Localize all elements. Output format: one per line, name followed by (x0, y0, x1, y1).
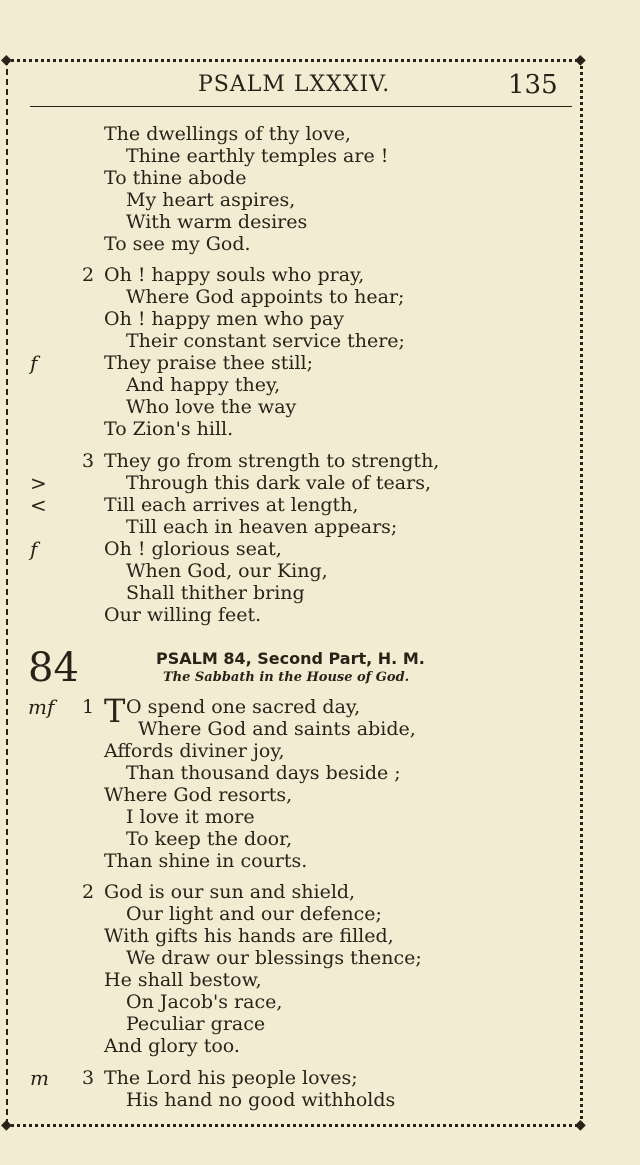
header-rule (30, 106, 572, 107)
verse-line: The Lord his people loves; (104, 1067, 358, 1089)
verse-line: Where God resorts, (104, 784, 293, 806)
verse-line: With gifts his hands are filled, (104, 925, 394, 947)
verse-line: Our willing feet. (104, 604, 262, 626)
verse-line: Who love the way (126, 396, 297, 418)
verse-line: Till each arrives at length, (104, 494, 359, 516)
stanza-number: 2 (82, 264, 95, 286)
verse-line: He shall bestow, (104, 969, 262, 991)
verse-line: On Jacob's race, (126, 991, 283, 1013)
border-left (6, 59, 8, 1125)
verse-line: Than shine in courts. (104, 850, 308, 872)
verse-line: To thine abode (104, 167, 247, 189)
corner-ornament-icon: ◆ (575, 52, 586, 68)
verse-line: To keep the door, (126, 828, 293, 850)
verse-line: God is our sun and shield, (104, 881, 356, 903)
verse-line: Shall thither bring (126, 582, 305, 604)
stanza-number: 1 (82, 696, 95, 718)
verse-line: Our light and our defence; (126, 903, 382, 925)
verse-line: Oh ! happy souls who pray, (104, 264, 365, 286)
border-bottom (6, 1124, 584, 1127)
verse-line: Through this dark vale of tears, (126, 472, 431, 494)
verse-line: His hand no good withholds (126, 1089, 396, 1111)
verse-line: We draw our blessings thence; (126, 947, 422, 969)
verse-line: Where God and saints abide, (138, 718, 416, 740)
hymn-heading: PSALM 84, Second Part, H. M. (156, 649, 425, 668)
border-top (6, 59, 584, 62)
dynamic-mark: < (30, 493, 47, 517)
verse-line: I love it more (126, 806, 255, 828)
verse-line: To see my God. (104, 233, 251, 255)
verse-line: To Zion's hill. (104, 418, 234, 440)
corner-ornament-icon: ◆ (1, 52, 12, 68)
verse-line: O spend one sacred day, (126, 696, 361, 718)
verse-line: With warm desires (126, 211, 308, 233)
verse-line: Their constant service there; (126, 330, 405, 352)
dynamic-mark: mf (28, 695, 55, 719)
verse-line: Where God appoints to hear; (126, 286, 405, 308)
verse-line: And glory too. (104, 1035, 240, 1057)
dynamic-mark: m (30, 1066, 49, 1090)
verse-line: Oh ! happy men who pay (104, 308, 344, 330)
verse-line: Till each in heaven appears; (126, 516, 398, 538)
stanza-number: 2 (82, 881, 95, 903)
hymn-subheading: The Sabbath in the House of God. (163, 670, 410, 685)
verse-line: The dwellings of thy love, (104, 123, 351, 145)
page-number: 135 (508, 70, 558, 100)
verse-line: Affords diviner joy, (104, 740, 285, 762)
dynamic-mark: f (30, 537, 38, 561)
verse-line: Thine earthly temples are ! (126, 145, 389, 167)
border-right (580, 59, 583, 1125)
verse-line: My heart aspires, (126, 189, 296, 211)
verse-line: Peculiar grace (126, 1013, 266, 1035)
hymn-number: 84 (28, 645, 79, 691)
verse-line: And happy they, (126, 374, 281, 396)
stanza-number: 3 (82, 450, 95, 472)
drop-cap: T (104, 692, 126, 730)
verse-line: When God, our King, (126, 560, 328, 582)
dynamic-mark: > (30, 471, 47, 495)
verse-line: They praise thee still; (104, 352, 314, 374)
verse-line: Than thousand days beside ; (126, 762, 401, 784)
corner-ornament-icon: ◆ (1, 1117, 12, 1133)
verse-line: Oh ! glorious seat, (104, 538, 282, 560)
stanza-number: 3 (82, 1067, 95, 1089)
verse-line: They go from strength to strength, (104, 450, 440, 472)
dynamic-mark: f (30, 351, 38, 375)
corner-ornament-icon: ◆ (575, 1117, 586, 1133)
running-title: PSALM LXXXIV. (198, 72, 391, 97)
